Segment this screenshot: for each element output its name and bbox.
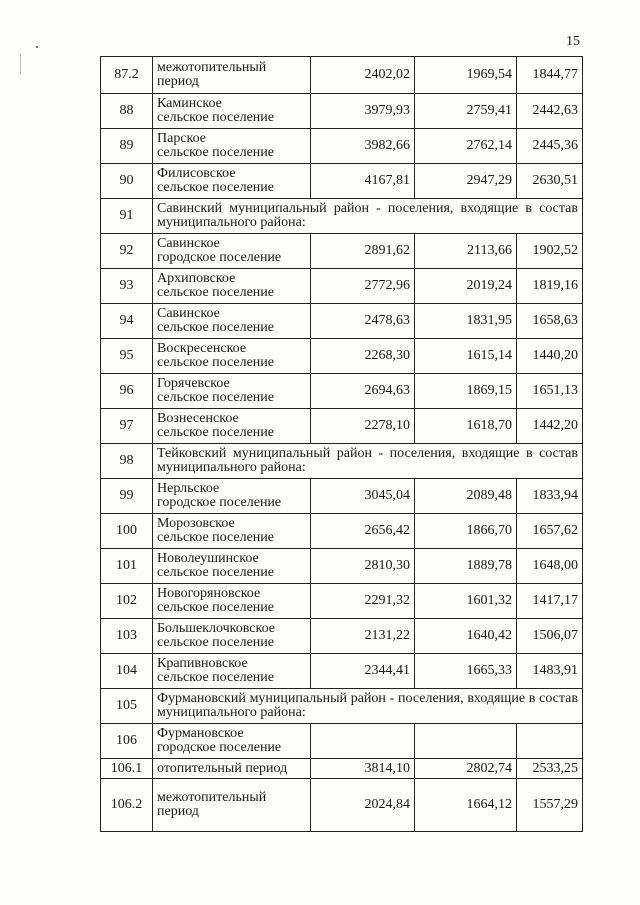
settlement-name: Каминское сельское поселение [153, 94, 311, 129]
row-number: 93 [101, 269, 153, 304]
settlement-name: Новогоряновское сельское поселение [153, 584, 311, 619]
settlement-name: Воскресенское сельское поселение [153, 339, 311, 374]
value-cell: 1657,62 [517, 514, 583, 549]
settlement-name: Большеклочковское сельское поселение [153, 619, 311, 654]
value-cell: 2278,10 [311, 409, 415, 444]
row-number: 106.2 [101, 779, 153, 832]
table-row [101, 409, 583, 444]
table-row [101, 444, 583, 479]
value-cell: 1866,70 [415, 514, 517, 549]
row-number: 104 [101, 654, 153, 689]
value-cell [311, 724, 415, 759]
section-header: Савинский муниципальный район - поселения, входящие в состав муниципального района: [153, 199, 583, 234]
value-cell: 1902,52 [517, 234, 583, 269]
row-number: 102 [101, 584, 153, 619]
value-cell: 2089,48 [415, 479, 517, 514]
value-cell [415, 724, 517, 759]
row-number: 90 [101, 164, 153, 199]
table-row [101, 479, 583, 514]
settlement-name: межотопительный период [153, 779, 311, 832]
value-cell: 1889,78 [415, 549, 517, 584]
value-cell: 2131,22 [311, 619, 415, 654]
value-cell: 1969,54 [415, 57, 517, 94]
value-cell: 1506,07 [517, 619, 583, 654]
row-number: 88 [101, 94, 153, 129]
value-cell: 2762,14 [415, 129, 517, 164]
value-cell: 2402,02 [311, 57, 415, 94]
table-row [101, 269, 583, 304]
value-cell: 2442,63 [517, 94, 583, 129]
row-number: 106 [101, 724, 153, 759]
row-number: 99 [101, 479, 153, 514]
table-row [101, 724, 583, 759]
table-row [101, 234, 583, 269]
settlement-name: Архиповское сельское поселение [153, 269, 311, 304]
table-row [101, 199, 583, 234]
margin-mark [36, 46, 38, 48]
settlement-name: Савинское сельское поселение [153, 304, 311, 339]
value-cell: 1615,14 [415, 339, 517, 374]
value-cell: 1417,17 [517, 584, 583, 619]
settlement-name: Савинское городское поселение [153, 234, 311, 269]
value-cell: 2759,41 [415, 94, 517, 129]
value-cell: 1648,00 [517, 549, 583, 584]
settlement-name: Нерльское городское поселение [153, 479, 311, 514]
row-number: 96 [101, 374, 153, 409]
settlement-name: Новолеушинское сельское поселение [153, 549, 311, 584]
settlement-name: Парское сельское поселение [153, 129, 311, 164]
row-number: 106.1 [101, 759, 153, 779]
value-cell: 2802,74 [415, 759, 517, 779]
table-row [101, 689, 583, 724]
value-cell: 1442,20 [517, 409, 583, 444]
value-cell: 1819,16 [517, 269, 583, 304]
value-cell: 2344,41 [311, 654, 415, 689]
settlement-name: Крапивновское сельское поселение [153, 654, 311, 689]
table-row [101, 304, 583, 339]
value-cell: 2024,84 [311, 779, 415, 832]
row-number: 98 [101, 444, 153, 479]
value-cell: 4167,81 [311, 164, 415, 199]
settlement-name: Морозовское сельское поселение [153, 514, 311, 549]
settlement-name: Фурмановское городское поселение [153, 724, 311, 759]
value-cell: 2268,30 [311, 339, 415, 374]
table-row [101, 129, 583, 164]
row-number: 94 [101, 304, 153, 339]
row-number: 103 [101, 619, 153, 654]
table-row [101, 619, 583, 654]
settlement-name: Филисовское сельское поселение [153, 164, 311, 199]
value-cell: 2656,42 [311, 514, 415, 549]
row-number: 100 [101, 514, 153, 549]
value-cell: 3814,10 [311, 759, 415, 779]
table-row [101, 779, 583, 832]
value-cell: 1618,70 [415, 409, 517, 444]
row-number: 89 [101, 129, 153, 164]
value-cell: 2113,66 [415, 234, 517, 269]
row-number: 101 [101, 549, 153, 584]
table-row [101, 339, 583, 374]
section-header: Фурмановский муниципальный район - поселения, входящие в состав муниципального района: [153, 689, 583, 724]
value-cell: 2810,30 [311, 549, 415, 584]
value-cell: 1844,77 [517, 57, 583, 94]
row-number: 91 [101, 199, 153, 234]
row-number: 97 [101, 409, 153, 444]
value-cell: 2630,51 [517, 164, 583, 199]
table-row [101, 584, 583, 619]
value-cell: 3979,93 [311, 94, 415, 129]
row-number: 92 [101, 234, 153, 269]
value-cell: 1483,91 [517, 654, 583, 689]
value-cell: 1557,29 [517, 779, 583, 832]
value-cell: 2772,96 [311, 269, 415, 304]
table-row [101, 654, 583, 689]
settlement-name: Вознесенское сельское поселение [153, 409, 311, 444]
value-cell: 2445,36 [517, 129, 583, 164]
value-cell: 1833,94 [517, 479, 583, 514]
section-header: Тейковский муниципальный район - поселения, входящие в состав муниципального района: [153, 444, 583, 479]
table-row [101, 759, 583, 779]
table-row [101, 94, 583, 129]
value-cell: 1869,15 [415, 374, 517, 409]
table-row [101, 57, 583, 94]
value-cell: 1664,12 [415, 779, 517, 832]
table-row [101, 164, 583, 199]
margin-mark [20, 54, 21, 74]
settlement-name: Горячевское сельское поселение [153, 374, 311, 409]
page-number: 15 [566, 34, 580, 49]
value-cell: 2947,29 [415, 164, 517, 199]
settlement-name: отопительный период [153, 759, 311, 779]
row-number: 105 [101, 689, 153, 724]
value-cell: 1831,95 [415, 304, 517, 339]
value-cell: 2891,62 [311, 234, 415, 269]
value-cell: 2478,63 [311, 304, 415, 339]
value-cell: 3045,04 [311, 479, 415, 514]
value-cell: 1440,20 [517, 339, 583, 374]
tariff-table [100, 56, 583, 832]
value-cell: 1665,33 [415, 654, 517, 689]
value-cell [517, 724, 583, 759]
row-number: 95 [101, 339, 153, 374]
table-row [101, 514, 583, 549]
value-cell: 3982,66 [311, 129, 415, 164]
value-cell: 2533,25 [517, 759, 583, 779]
value-cell: 1640,42 [415, 619, 517, 654]
table-row [101, 374, 583, 409]
table-row [101, 549, 583, 584]
value-cell: 2291,32 [311, 584, 415, 619]
value-cell: 2694,63 [311, 374, 415, 409]
value-cell: 1601,32 [415, 584, 517, 619]
settlement-name: межотопительный период [153, 57, 311, 94]
value-cell: 1651,13 [517, 374, 583, 409]
value-cell: 1658,63 [517, 304, 583, 339]
value-cell: 2019,24 [415, 269, 517, 304]
row-number: 87.2 [101, 57, 153, 94]
